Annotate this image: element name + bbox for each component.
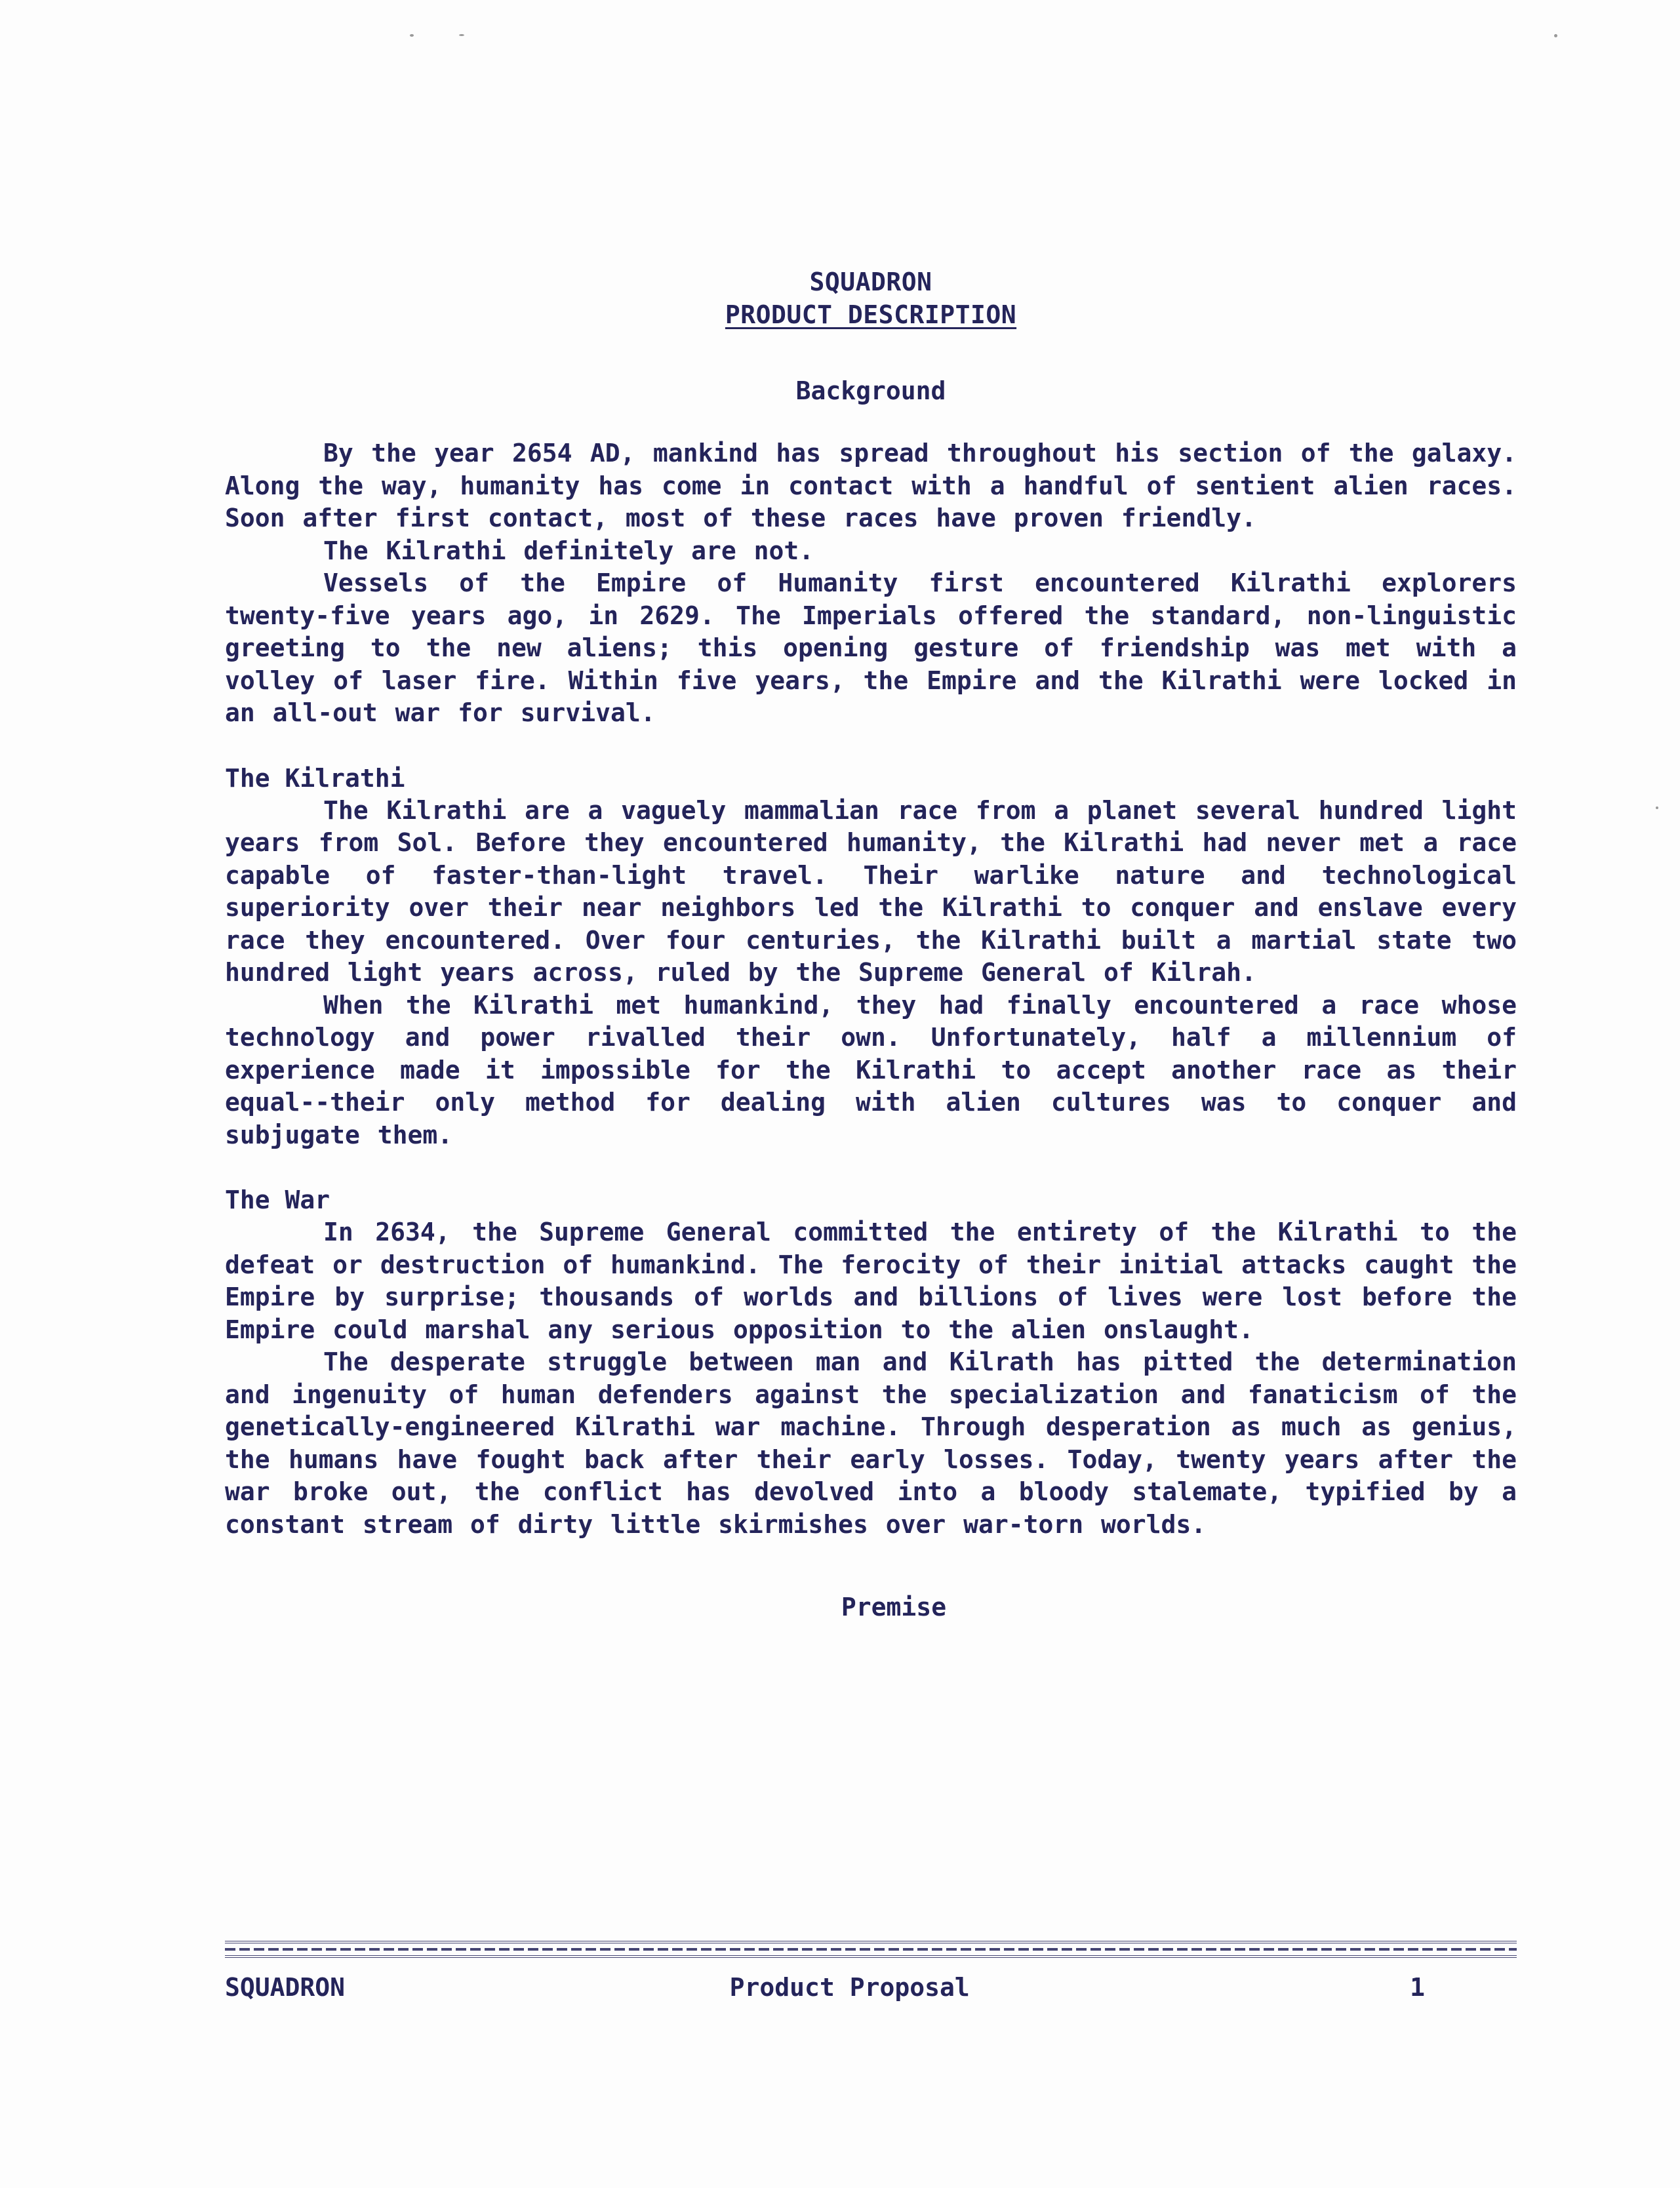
premise-heading: Premise: [841, 1593, 947, 1621]
footer-left-text: SQUADRON: [225, 1973, 346, 2002]
kilrathi-paragraph: When the Kilrathi met humankind, they had finally encountered a race whose technology and power rivalled their own. Unfortunately, half a millennium of experience made it impossible for the Kilrathi to accept another race as their equal--their only method for dealing with alien cultures was to conquer and subjugate them.: [225, 990, 1517, 1149]
document-title: SQUADRON: [809, 268, 932, 296]
document-header: [225, 266, 1517, 331]
footer-center-text: Product Proposal: [729, 1973, 970, 2002]
footer-row: [225, 1971, 1517, 2004]
footer-divider: [225, 1941, 1517, 1958]
war-section: [225, 1184, 1517, 1541]
background-section: [225, 437, 1517, 730]
war-heading: The War: [225, 1185, 330, 1214]
background-paragraph: Vessels of the Empire of Humanity first encountered Kilrathi explorers twenty-five years ago, in 2629. The Imperials offered the standard, non-linguistic greeting to the new aliens; this opening gesture of friendship was met with a volley of laser fire. Within five years, the Empire and the Kilrathi were locked in an all-out war for survival.: [225, 568, 1517, 727]
background-paragraph: The Kilrathi definitely are not.: [323, 536, 814, 565]
background-paragraph: By the year 2654 AD, mankind has spread throughout his section of the galaxy. Along the way, humanity has come in contact with a handful of sentient alien races. Soon after first contact, most of these races have proven friendly.: [225, 439, 1517, 532]
background-heading: Background: [795, 376, 946, 405]
document-body: [225, 266, 1517, 1623]
war-paragraph: In 2634, the Supreme General committed the entirety of the Kilrathi to the defeat or destruction of humankind. The ferocity of their initial attacks caught the Empire by surprise; thousands of worlds and billions of lives were lost before the Empire could marshal any serious opposition to the alien onslaught.: [225, 1218, 1517, 1344]
document-subtitle: PRODUCT DESCRIPTION: [725, 300, 1017, 329]
kilrathi-heading: The Kilrathi: [225, 763, 405, 793]
page-number: 1: [1410, 1973, 1425, 2002]
war-paragraph: The desperate struggle between man and Kilrath has pitted the determination and ingenuity of human defenders against the specialization and fanaticism of the genetically-engineered Kilrathi war machine. Through desperation as much as genius, the humans have fought back after their early losses. Today, twenty years after the war broke out, the conflict has devolved into a bloody stalemate, typified by a constant stream of dirty little skirmishes over war-torn worlds.: [225, 1347, 1517, 1539]
kilrathi-section: [225, 762, 1517, 1152]
page-footer: [225, 1941, 1517, 2004]
kilrathi-paragraph: The Kilrathi are a vaguely mammalian race from a planet several hundred light years from Sol. Before they encountered humanity, the Kilrathi had never met a race capable of faster-than-light travel. Their warlike nature and technological superiority over their near neighbors led the Kilrathi to conquer and enslave every race they encountered. Over four centuries, the Kilrathi built a martial state two hundred light years across, ruled by the Supreme General of Kilrah.: [225, 795, 1517, 987]
